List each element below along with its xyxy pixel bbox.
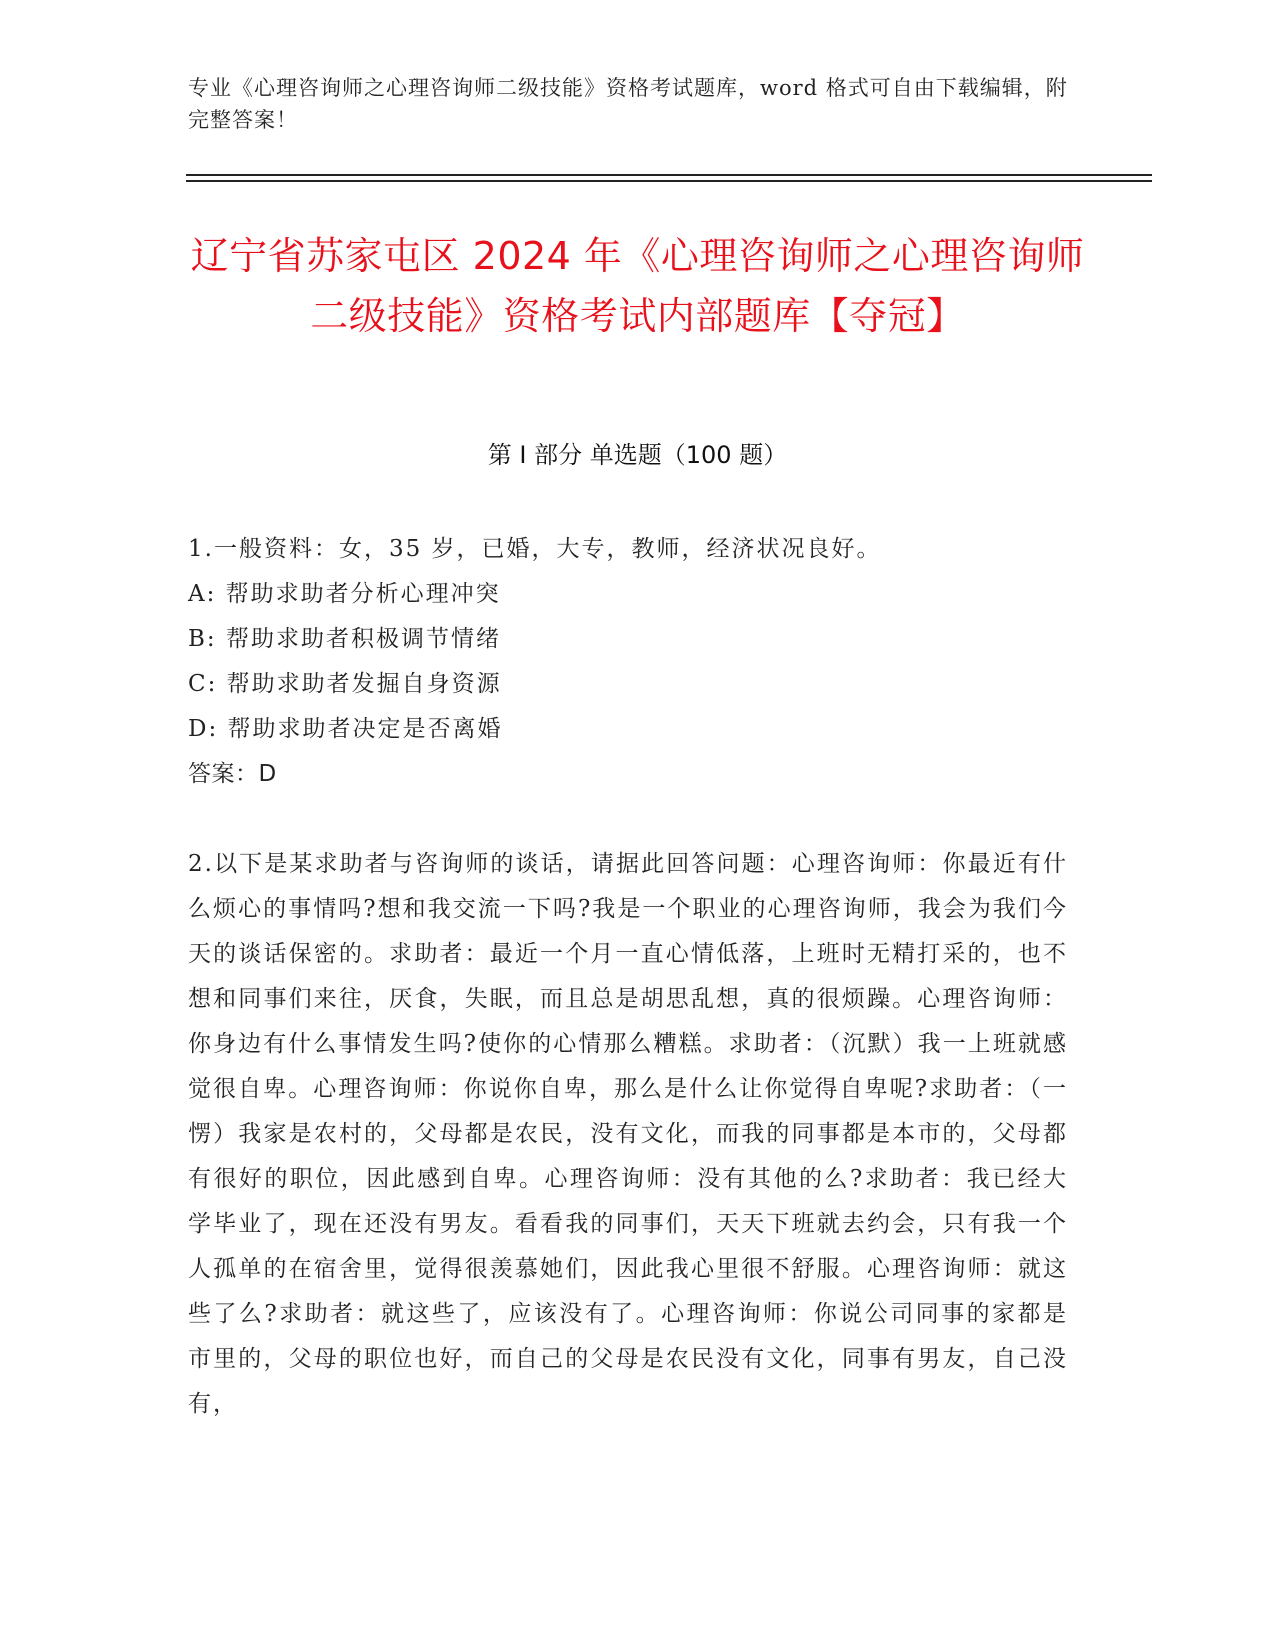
- option-b: B: 帮助求助者积极调节情绪: [188, 626, 501, 652]
- section-heading: 第 I 部分 单选题（100 题）: [487, 441, 788, 469]
- header-note: 专业《心理咨询师之心理咨询师二级技能》资格考试题库，word 格式可自由下载编辑，附完整答案！: [188, 76, 1068, 132]
- option-c: C: 帮助求助者发掘自身资源: [188, 671, 502, 697]
- question-2: [188, 842, 1068, 1427]
- option-d: D: 帮助求助者决定是否离婚: [188, 716, 503, 742]
- header-divider-thin: [186, 174, 1152, 176]
- answer: 答案：D: [188, 761, 277, 787]
- header-divider-thick: [186, 180, 1152, 182]
- question-1: [188, 527, 1068, 797]
- option-a: A: 帮助求助者分析心理冲突: [188, 581, 501, 607]
- question-stem: 2.以下是某求助者与咨询师的谈话，请据此回答问题：心理咨询师：你最近有什么烦心的事情吗?想和我交流一下吗?我是一个职业的心理咨询师，我会为我们今天的谈话保密的。求助者：最近一个月一直心情低落，上班时无精打采的，也不想和同事们来往，厌食，失眠，而且总是胡思乱想，真的很烦躁。心理咨询师：你身边有什么事情发生吗?使你的心情那么糟糕。求助者：（沉默）我一上班就感觉很自卑。心理咨询师：你说你自卑，那么是什么让你觉得自卑呢?求助者：（一愣）我家是农村的，父母都是农民，没有文化，而我的同事都是本市的，父母都有很好的职位，因此感到自卑。心理咨询师：没有其他的么?求助者：我已经大学毕业了，现在还没有男友。看看我的同事们，天天下班就去约会，只有我一个人孤单的在宿舍里，觉得很羡慕她们，因此我心里很不舒服。心理咨询师：就这些了么?求助者：就这些了，应该没有了。心理咨询师：你说公司同事的家都是市里的，父母的职位也好，而自己的父母是农民没有文化，同事有男友，自己没有，: [188, 851, 1068, 1417]
- question-stem: 1.一般资料：女，35 岁，已婚，大专，教师，经济状况良好。: [188, 536, 882, 562]
- document-title: 辽宁省苏家屯区 2024 年《心理咨询师之心理咨询师二级技能》资格考试内部题库【夺冠】: [190, 234, 1085, 338]
